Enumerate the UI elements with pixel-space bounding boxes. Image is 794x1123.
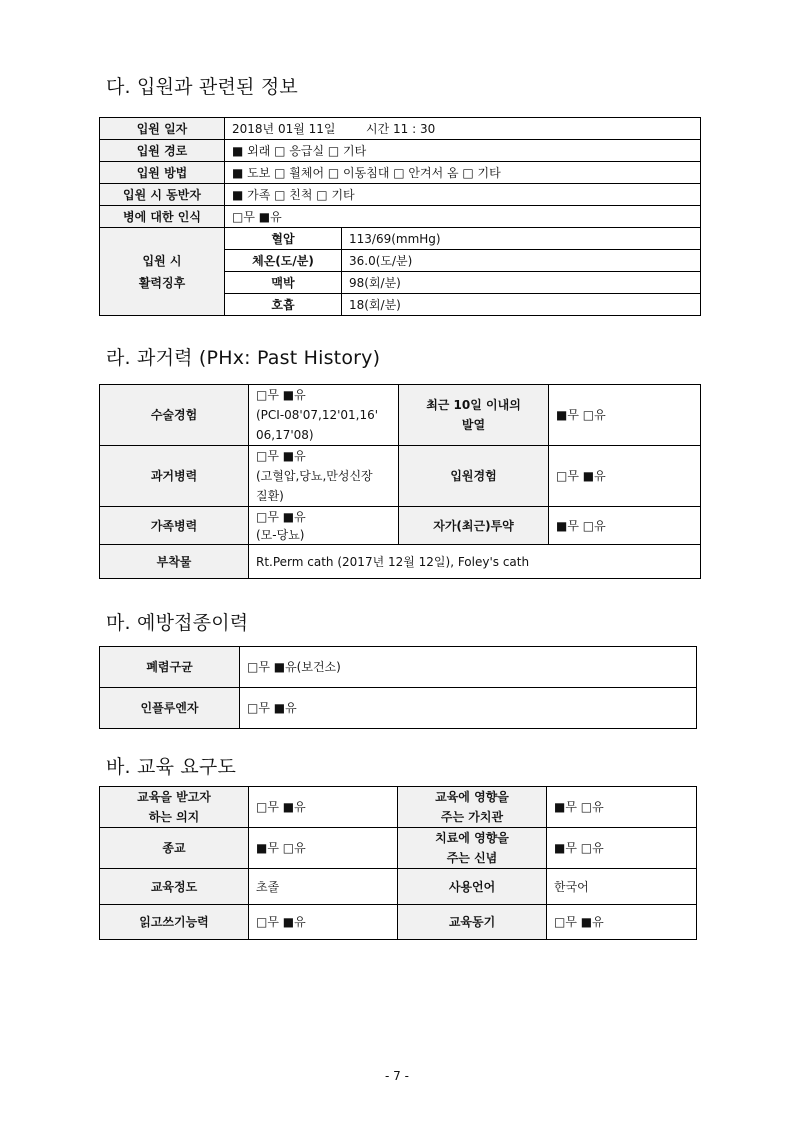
attachments-label: 부착물 <box>100 545 249 579</box>
recent-fever-label-line2: 발열 <box>461 418 486 432</box>
family-history-value <box>249 507 399 545</box>
belief-label-line2: 주는 신념 <box>446 851 498 865</box>
vital-pulse-label: 맥박 <box>225 272 342 294</box>
table-row <box>100 385 701 446</box>
attachments-value: Rt.Perm cath (2017년 12월 12일), Foley's cath <box>249 545 701 579</box>
family-history-check: □무 ■유 <box>256 509 306 524</box>
vaccination-table <box>99 646 697 729</box>
language-value: 한국어 <box>547 869 697 905</box>
recent-fever-label-line1: 최근 10일 이내의 <box>426 398 521 412</box>
education-level-label: 교육정도 <box>100 869 249 905</box>
section-title-admission: 다. 입원과 관련된 정보 <box>106 76 298 98</box>
admission-route-label: 입원 경로 <box>100 140 225 162</box>
admission-method-label: 입원 방법 <box>100 162 225 184</box>
family-history-label: 가족병력 <box>100 507 249 545</box>
admission-companion-value: ■ 가족 □ 친척 □ 기타 <box>225 184 701 206</box>
table-row <box>100 647 697 688</box>
section-title-vaccination: 마. 예방접종이력 <box>106 612 249 634</box>
surgery-history-check: □무 ■유 <box>256 388 306 402</box>
table-row <box>100 828 697 869</box>
table-row <box>100 545 701 579</box>
past-illness-check: □무 ■유 <box>256 449 306 463</box>
disease-awareness-value: □무 ■유 <box>225 206 701 228</box>
learning-will-value: □무 ■유 <box>249 787 398 828</box>
values-label-line1: 교육에 영향을 <box>435 790 509 804</box>
vital-resp-label: 호흡 <box>225 294 342 316</box>
past-illness-detail-2: 질환) <box>256 489 284 503</box>
table-row <box>100 228 701 250</box>
hospitalization-label: 입원경험 <box>399 446 549 507</box>
table-row <box>100 446 701 507</box>
section-title-history: 라. 과거력 (PHx: Past History) <box>106 347 381 369</box>
surgery-history-detail-2: 06,17'08) <box>256 428 314 442</box>
admission-route-value: ■ 외래 □ 응급실 □ 기타 <box>225 140 701 162</box>
admission-date-value: 2018년 01월 11일 시간 11 : 30 <box>225 118 701 140</box>
literacy-label: 읽고쓰기능력 <box>100 905 249 940</box>
pneumococcus-label: 폐렴구균 <box>100 647 240 688</box>
learning-will-label-line1: 교육을 받고자 <box>137 790 211 804</box>
table-row <box>100 688 697 729</box>
surgery-history-value <box>249 385 399 446</box>
learning-will-label <box>100 787 249 828</box>
belief-label <box>398 828 547 869</box>
table-row <box>100 869 697 905</box>
past-illness-label: 과거병력 <box>100 446 249 507</box>
values-label-line2: 주는 가치관 <box>440 810 504 824</box>
vital-bp-label: 혈압 <box>225 228 342 250</box>
admission-table <box>99 117 701 316</box>
education-level-value: 초졸 <box>249 869 398 905</box>
admission-companion-label: 입원 시 동반자 <box>100 184 225 206</box>
table-row <box>100 507 701 545</box>
values-value: ■무 □유 <box>547 787 697 828</box>
vital-pulse-value: 98(회/분) <box>342 272 701 294</box>
table-row <box>100 905 697 940</box>
learning-will-label-line2: 하는 의지 <box>148 810 200 824</box>
vital-resp-value: 18(회/분) <box>342 294 701 316</box>
vital-bp-value: 113/69(mmHg) <box>342 228 701 250</box>
admission-date-label: 입원 일자 <box>100 118 225 140</box>
religion-label: 종교 <box>100 828 249 869</box>
history-table <box>99 384 701 579</box>
motivation-value: □무 ■유 <box>547 905 697 940</box>
past-illness-value <box>249 446 399 507</box>
self-medication-label: 자가(최근)투약 <box>399 507 549 545</box>
table-row <box>100 118 701 140</box>
surgery-history-detail-1: (PCI-08'07,12'01,16' <box>256 408 379 422</box>
belief-value: ■무 □유 <box>547 828 697 869</box>
table-row <box>100 140 701 162</box>
self-medication-value: ■무 □유 <box>549 507 701 545</box>
family-history-detail: (모-당뇨) <box>256 527 305 542</box>
admission-method-value: ■ 도보 □ 휠체어 □ 이동침대 □ 안겨서 옴 □ 기타 <box>225 162 701 184</box>
religion-value: ■무 □유 <box>249 828 398 869</box>
hospitalization-value: □무 ■유 <box>549 446 701 507</box>
motivation-label: 교육동기 <box>398 905 547 940</box>
belief-label-line1: 치료에 영향을 <box>435 831 509 845</box>
surgery-history-label: 수술경험 <box>100 385 249 446</box>
language-label: 사용언어 <box>398 869 547 905</box>
table-row <box>100 184 701 206</box>
table-row <box>100 162 701 184</box>
past-illness-detail-1: (고혈압,당뇨,만성신장 <box>256 469 373 483</box>
recent-fever-label <box>399 385 549 446</box>
vital-signs-label-line2: 활력징후 <box>138 275 186 290</box>
disease-awareness-label: 병에 대한 인식 <box>100 206 225 228</box>
education-table <box>99 786 697 940</box>
table-row <box>100 206 701 228</box>
section-title-education: 바. 교육 요구도 <box>106 756 237 778</box>
influenza-label: 인플루엔자 <box>100 688 240 729</box>
page-number: - 7 - <box>385 1069 409 1083</box>
recent-fever-value: ■무 □유 <box>549 385 701 446</box>
vital-signs-label-line1: 입원 시 <box>142 253 182 268</box>
literacy-value: □무 ■유 <box>249 905 398 940</box>
pneumococcus-value: □무 ■유(보건소) <box>240 647 697 688</box>
vital-signs-label <box>100 228 225 316</box>
table-row <box>100 787 697 828</box>
vital-temp-value: 36.0(도/분) <box>342 250 701 272</box>
values-label <box>398 787 547 828</box>
vital-temp-label: 체온(도/분) <box>225 250 342 272</box>
influenza-value: □무 ■유 <box>240 688 697 729</box>
